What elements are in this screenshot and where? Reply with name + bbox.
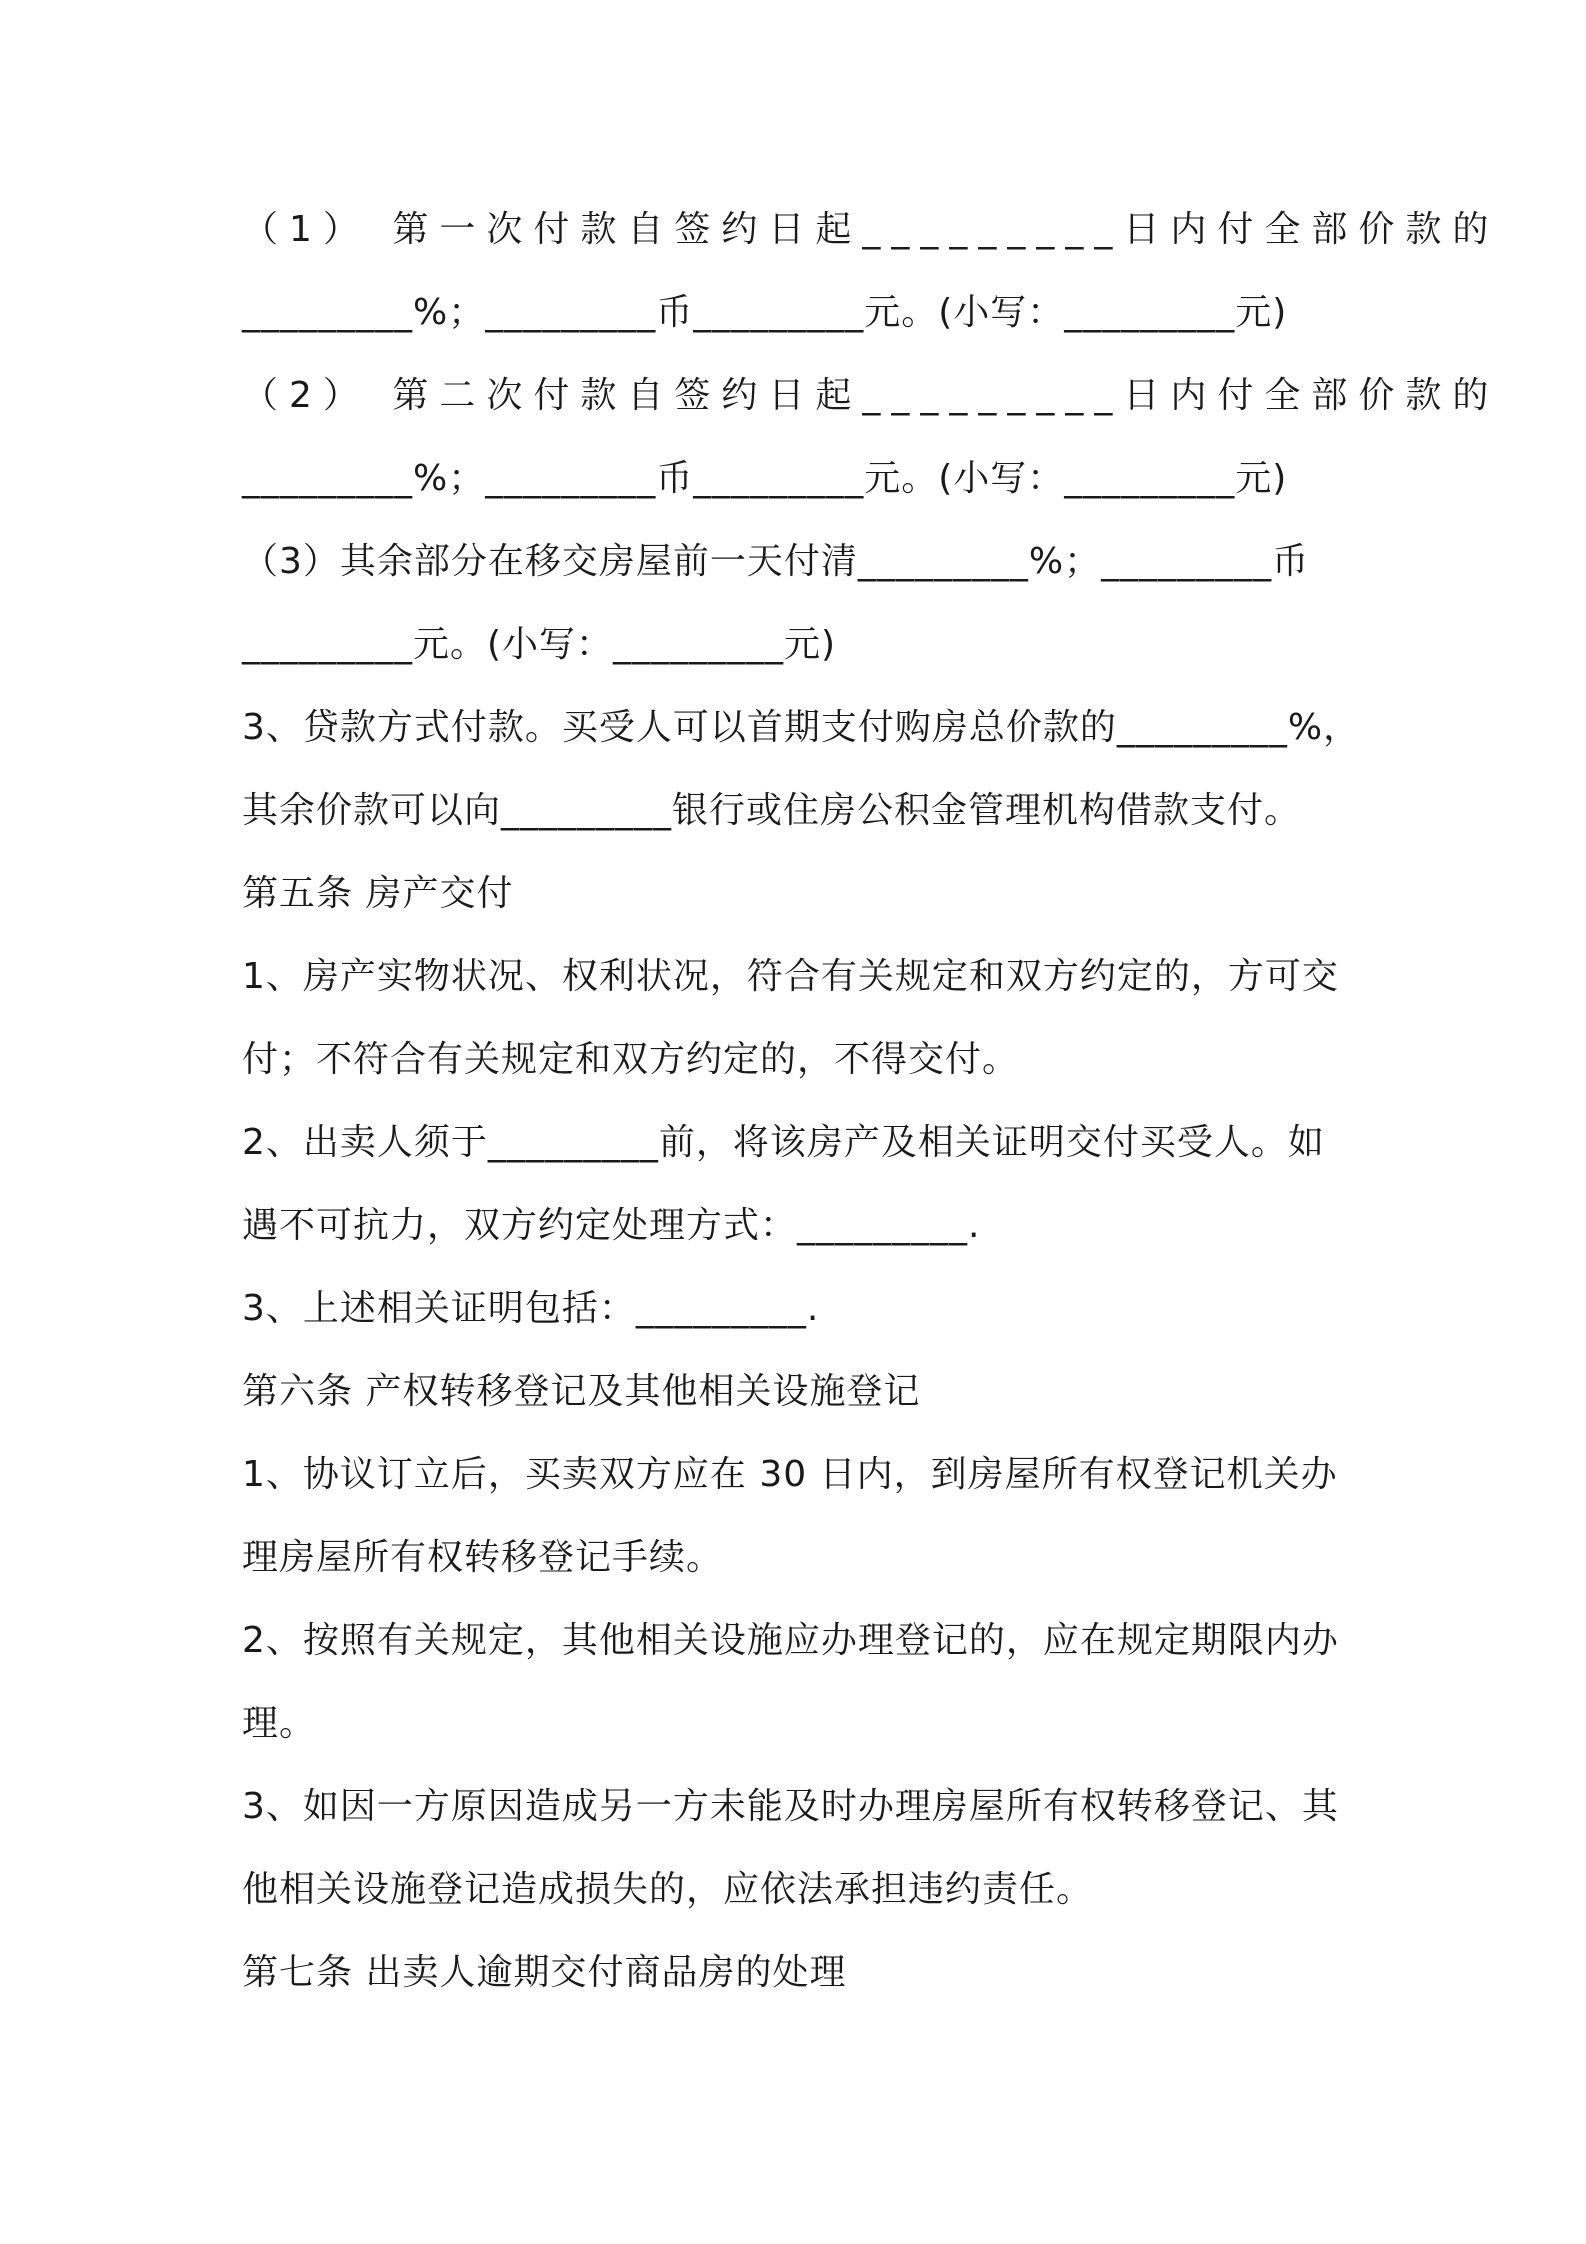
article-5-clause-1-line-2: 付；不符合有关规定和双方约定的，不得交付。 <box>242 1039 1020 1080</box>
loan-payment-line-2: 其余价款可以向_________银行或住房公积金管理机构借款支付。 <box>242 790 1302 831</box>
payment-installment-2-line-1: （2） 第二次付款自签约日起_________日内付全部价款的 <box>242 375 1500 416</box>
article-7-heading: 第七条 出卖人逾期交付商品房的处理 <box>242 1952 847 1993</box>
article-6-clause-3-line-1: 3、如因一方原因造成另一方未能及时办理房屋所有权转移登记、其 <box>242 1786 1339 1827</box>
article-6-clause-2-line-1: 2、按照有关规定，其他相关设施应办理登记的，应在规定期限内办 <box>242 1620 1339 1661</box>
payment-installment-1-line-1: （1） 第一次付款自签约日起_________日内付全部价款的 <box>242 209 1500 250</box>
article-5-clause-1-line-1: 1、房产实物状况、权利状况，符合有关规定和双方约定的，方可交 <box>242 956 1339 997</box>
article-5-clause-3: 3、上述相关证明包括：_________. <box>242 1288 820 1329</box>
payment-installment-3-line-2: _________元。(小写：_________元) <box>242 624 837 665</box>
article-5-clause-2-line-1: 2、出卖人须于_________前，将该房产及相关证明交付买受人。如 <box>242 1122 1325 1163</box>
article-6-clause-3-line-2: 他相关设施登记造成损失的，应依法承担违约责任。 <box>242 1869 1094 1910</box>
article-5-heading: 第五条 房产交付 <box>242 873 514 914</box>
article-6-clause-1-line-2: 理房屋所有权转移登记手续。 <box>242 1537 724 1578</box>
payment-installment-1-line-2: _________%；_________币_________元。(小写：_________元) <box>242 292 1288 333</box>
loan-payment-line-1: 3、贷款方式付款。买受人可以首期支付购房总价款的_________%， <box>242 707 1361 748</box>
article-6-heading: 第六条 产权转移登记及其他相关设施登记 <box>242 1371 921 1412</box>
article-6-clause-2-line-2: 理。 <box>242 1703 317 1744</box>
payment-installment-2-line-2: _________%；_________币_________元。(小写：_________元) <box>242 458 1288 499</box>
article-5-clause-2-line-2: 遇不可抗力，双方约定处理方式：_________. <box>242 1205 981 1246</box>
payment-installment-3-line-1: （3）其余部分在移交房屋前一天付清_________%；_________币 <box>242 541 1310 582</box>
article-6-clause-1-line-1: 1、协议订立后，买卖双方应在 30 日内，到房屋所有权登记机关办 <box>242 1454 1338 1495</box>
